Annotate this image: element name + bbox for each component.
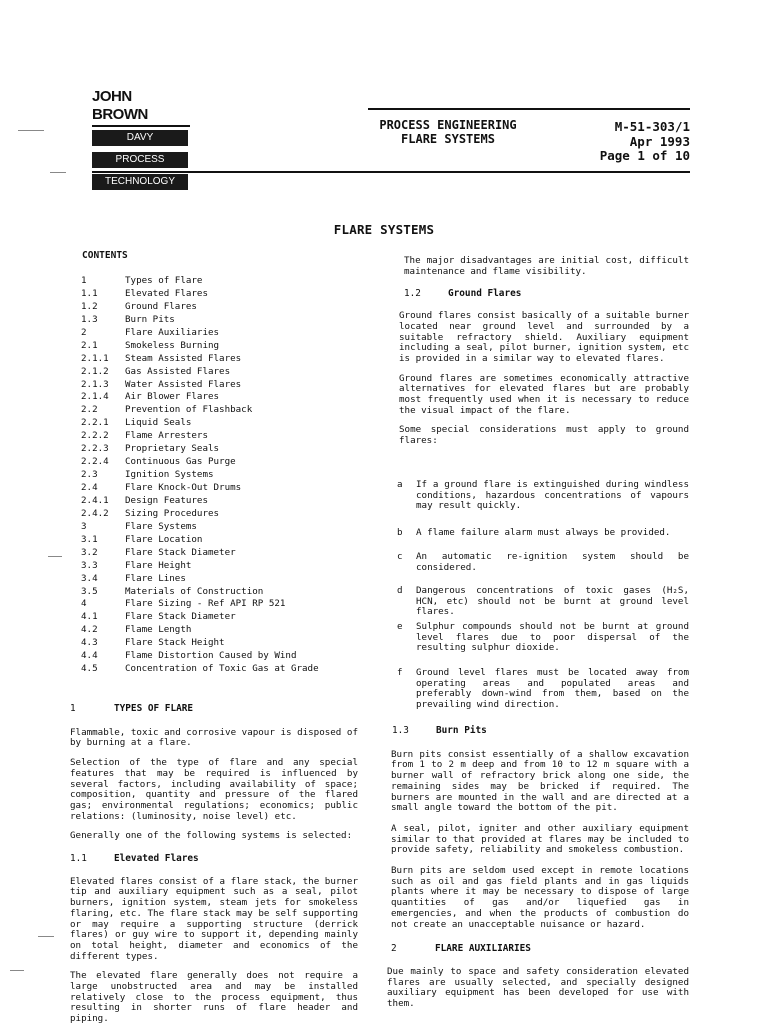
contents-item-title: Burn Pits: [125, 313, 175, 325]
contents-item: [81, 327, 381, 340]
contents-item-title: Flame Distortion Caused by Wind: [125, 650, 297, 662]
contents-item: [81, 598, 381, 611]
contents-item-title: Flare Auxiliaries: [125, 326, 220, 338]
paragraph: Elevated flares consist of a flare stack, the burner tip and auxiliary equipment such as a seal, pilot burners, ignition system, steam jets for smokeless flaring, etc. The flare stack may be self supporting or may require a supporting structure (derrick flares) or guy wire to support it, depending mainly on total height, diameter and economics of the different types.: [70, 875, 358, 962]
contents-item-title: Water Assisted Flares: [125, 378, 242, 390]
scan-mark: [38, 936, 54, 937]
contents-item-title: Flare Systems: [125, 520, 197, 532]
paragraph: Due mainly to space and safety consideration elevated flares are usually selected, and specially designed auxiliary equipment has been developed for use with them.: [387, 965, 689, 1010]
contents-item-number: 1.1: [81, 287, 98, 299]
contents-item-title: Liquid Seals: [125, 417, 192, 429]
list-item: [387, 668, 689, 711]
contents-item: [81, 650, 381, 663]
contents-item-number: 2: [81, 326, 87, 338]
contents-item-number: 1.2: [81, 300, 98, 312]
contents-item-title: Design Features: [125, 494, 208, 506]
contents-item-number: 2.1.1: [81, 352, 109, 364]
contents-item-number: 3.5: [81, 585, 98, 597]
contents-item: [81, 379, 381, 392]
list-item: [387, 552, 689, 573]
section-number: 1.3: [392, 725, 409, 736]
contents-item-title: Ignition Systems: [125, 469, 214, 481]
contents-item-number: 2.3: [81, 469, 98, 481]
contents-item: [81, 637, 381, 650]
section-title: Ground Flares: [448, 288, 522, 300]
contents-item-title: Smokeless Burning: [125, 339, 220, 351]
contents-item-title: Air Blower Flares: [125, 391, 220, 403]
list-text: Ground level flares must be located away from operating areas and populated areas and preferably down-wind from them, based on the prevailing wind direction.: [416, 667, 689, 711]
contents-item-number: 2.2.4: [81, 456, 109, 468]
contents-item: [81, 573, 381, 586]
contents-item: [81, 482, 381, 495]
list-letter: a: [397, 479, 403, 490]
header-top-rule: [368, 108, 690, 110]
contents-item-number: 2.1.3: [81, 378, 109, 390]
contents-item: [81, 534, 381, 547]
contents-item-number: 4.3: [81, 637, 98, 649]
contents-item-title: Flare Sizing - Ref API RP 521: [125, 598, 286, 610]
logo-brand: JOHN BROWN: [92, 88, 190, 127]
contents-item-title: Flare Lines: [125, 572, 186, 584]
list-text: If a ground flare is extinguished during windless conditions, hazardous concentrations of vapours may result quickly.: [416, 479, 689, 512]
contents-heading: CONTENTS: [82, 250, 128, 261]
contents-item: [81, 288, 381, 301]
header-doc-info: [598, 120, 690, 164]
table-of-contents: [81, 275, 381, 676]
contents-item: [81, 521, 381, 534]
scan-mark: [18, 130, 44, 131]
list-text: Sulphur compounds should not be burnt at ground level flares due to poor dispersal of the resulting sulphur dioxide.: [416, 621, 689, 654]
contents-item-title: Steam Assisted Flares: [125, 352, 242, 364]
list-letter: f: [397, 667, 403, 678]
right-column-lower: [387, 726, 689, 1010]
contents-item-title: Flare Stack Diameter: [125, 611, 236, 623]
contents-item-number: 3.4: [81, 572, 98, 584]
section-1-1-heading: [70, 854, 358, 865]
contents-item-title: Continuous Gas Purge: [125, 456, 236, 468]
contents-item: [81, 611, 381, 624]
contents-item-title: Flare Knock-Out Drums: [125, 482, 242, 493]
contents-item-title: Flare Stack Diameter: [125, 546, 236, 558]
section-title: FLARE AUXILIARIES: [435, 943, 531, 955]
list-item: [387, 586, 689, 618]
contents-item: [81, 560, 381, 573]
contents-item: [81, 663, 381, 676]
contents-item: [81, 430, 381, 443]
contents-item: [81, 301, 381, 314]
list-item: [387, 480, 689, 512]
contents-item: [81, 391, 381, 404]
paragraph: Ground flares consist basically of a suitable burner located near ground level and surrounded by a suitable refractory shield. Auxiliary equipment including a seal, pilot burner, ignition system, etc is provided in a similar way to elevated flares.: [399, 310, 689, 364]
contents-item: [81, 624, 381, 637]
list-text: Dangerous concentrations of toxic gases (H₂S, HCN, etc) should not be burnt at ground level flares.: [416, 585, 689, 618]
contents-item-number: 3: [81, 520, 87, 532]
contents-item: [81, 469, 381, 482]
section-1-3-heading: [392, 726, 689, 737]
section-number: 2: [391, 943, 397, 955]
paragraph: The elevated flare generally does not require a large unobstructed area and may be installed relatively close to the process equipment, thus resulting in shorter runs of flare header and piping.: [70, 970, 358, 1025]
contents-item-number: 2.1.2: [81, 365, 109, 377]
contents-item-title: Sizing Procedures: [125, 507, 220, 519]
contents-item-number: 4.5: [81, 663, 98, 675]
section-title: TYPES OF FLARE: [114, 703, 194, 714]
scan-mark: [50, 172, 66, 173]
contents-item-title: Types of Flare: [125, 275, 203, 286]
list-letter: b: [397, 527, 403, 538]
list-text: A flame failure alarm must always be provided.: [416, 527, 671, 538]
contents-item-number: 2.1.4: [81, 391, 109, 403]
contents-item: [81, 314, 381, 327]
section-title: Elevated Flares: [114, 853, 199, 865]
considerations-list: [387, 480, 689, 720]
section-title: Burn Pits: [436, 725, 487, 736]
section-number: 1.1: [70, 853, 87, 865]
contents-item: [81, 495, 381, 508]
contents-item-number: 4.2: [81, 624, 98, 636]
section-2-heading: [391, 944, 689, 955]
doc-number: M-51-303/1: [614, 119, 690, 134]
contents-item-title: Flare Stack Height: [125, 637, 225, 649]
contents-item-number: 2.2.2: [81, 430, 109, 442]
contents-item-title: Concentration of Toxic Gas at Grade: [125, 663, 319, 675]
contents-item-title: Flare Location: [125, 533, 203, 545]
paragraph: Burn pits consist essentially of a shallow excavation from 1 to 2 m deep and from 10 to 12 m square with a burner wall of refractory brick along one side, the remaining sides may be bricked if required. The burners are mounted in the wall and are directed at a small angle toward the bottom of the pit.: [391, 748, 689, 814]
contents-item: [81, 404, 381, 417]
scan-mark: [48, 556, 62, 557]
logo-line-technology: TECHNOLOGY: [92, 174, 188, 190]
contents-item: [81, 340, 381, 353]
contents-item: [81, 353, 381, 366]
scan-mark: [10, 970, 24, 971]
paragraph: Generally one of the following systems is selected:: [70, 830, 353, 842]
header-title: [368, 118, 528, 146]
contents-item-title: Prevention of Flashback: [125, 404, 253, 416]
paragraph: Selection of the type of flare and any special features that may be required is influenced by several factors, including availability of space; composition, quantity and pressure of the flared gas; environmental regulations; economics; public relations: (luminosity, noise level) etc.: [70, 757, 358, 822]
contents-item-number: 2.2: [81, 404, 98, 416]
list-letter: c: [397, 551, 403, 562]
contents-item: [81, 508, 381, 521]
company-logo: [92, 88, 190, 196]
list-item: [387, 622, 689, 654]
paragraph: Flammable, toxic and corrosive vapour is disposed of by burning at a flare.: [70, 726, 358, 749]
contents-item-number: 4: [81, 598, 87, 610]
section-1-heading: [70, 704, 358, 715]
logo-line-process: PROCESS: [92, 152, 188, 168]
contents-item-number: 1.3: [81, 313, 98, 325]
list-letter: d: [397, 585, 403, 596]
contents-item: [81, 443, 381, 456]
contents-item-number: 2.4.2: [81, 507, 109, 519]
contents-item: [81, 456, 381, 469]
contents-item-title: Ground Flares: [125, 300, 197, 312]
paragraph: Ground flares are sometimes economically attractive alternatives for elevated flares but are probably most frequently used when it is necessary to reduce the visual impact of the flare.: [399, 372, 689, 416]
contents-item-number: 3.3: [81, 559, 98, 571]
contents-item-number: 2.2.1: [81, 417, 109, 429]
contents-item-number: 2.4.1: [81, 494, 109, 506]
left-column: [70, 704, 358, 1025]
contents-item-title: Gas Assisted Flares: [125, 365, 231, 377]
contents-item-number: 3.2: [81, 546, 98, 558]
contents-item: [81, 417, 381, 430]
contents-item-title: Elevated Flares: [125, 287, 208, 299]
doc-date: Apr 1993: [629, 133, 690, 149]
contents-item-number: 2.2.3: [81, 443, 109, 455]
contents-item-number: 4.4: [81, 650, 98, 662]
section-1-2-heading: [404, 289, 689, 300]
right-column: [387, 256, 689, 447]
list-item: [387, 528, 689, 539]
contents-item-number: 1: [81, 275, 87, 286]
section-number: 1.2: [404, 288, 421, 300]
contents-item: [81, 366, 381, 379]
contents-item-title: Flare Height: [125, 559, 192, 571]
header-bottom-rule: [92, 171, 690, 173]
header-title-line2: FLARE SYSTEMS: [401, 132, 495, 146]
contents-item-number: 2.1: [81, 339, 98, 351]
section-number: 1: [70, 703, 76, 714]
list-text: An automatic re-ignition system should be considered.: [416, 551, 689, 573]
contents-item-number: 4.1: [81, 611, 98, 623]
paragraph: A seal, pilot, igniter and other auxiliary equipment similar to that provided at flares may be included to provide safety, reliability and smokeless combustion.: [391, 822, 689, 856]
logo-line-davy: DAVY: [92, 130, 188, 146]
paragraph: The major disadvantages are initial cost, difficult maintenance and flame visibility.: [404, 255, 689, 277]
contents-item: [81, 586, 381, 599]
paragraph: Burn pits are seldom used except in remote locations such as oil and gas field plants and in gas liquids plants where it may be necessary to dispose of large quantities of gas and/or liquefied gas in emergencies, and when the products of combustion do not create an unacceptable nuisance or hazard.: [391, 865, 689, 930]
paragraph: Some special considerations must apply to ground flares:: [399, 424, 689, 447]
contents-item-title: Flame Length: [125, 624, 192, 636]
contents-item-title: Materials of Construction: [125, 585, 264, 597]
contents-item-title: Proprietary Seals: [125, 443, 220, 455]
contents-item: [81, 547, 381, 560]
header-title-line1: PROCESS ENGINEERING: [379, 118, 517, 132]
list-letter: e: [397, 621, 403, 632]
contents-item-number: 3.1: [81, 533, 98, 545]
contents-item-title: Flame Arresters: [125, 430, 208, 442]
contents-item: [81, 275, 381, 288]
contents-item-number: 2.4: [81, 482, 98, 493]
page-title: FLARE SYSTEMS: [333, 222, 435, 237]
page-number: Page 1 of 10: [599, 148, 690, 163]
